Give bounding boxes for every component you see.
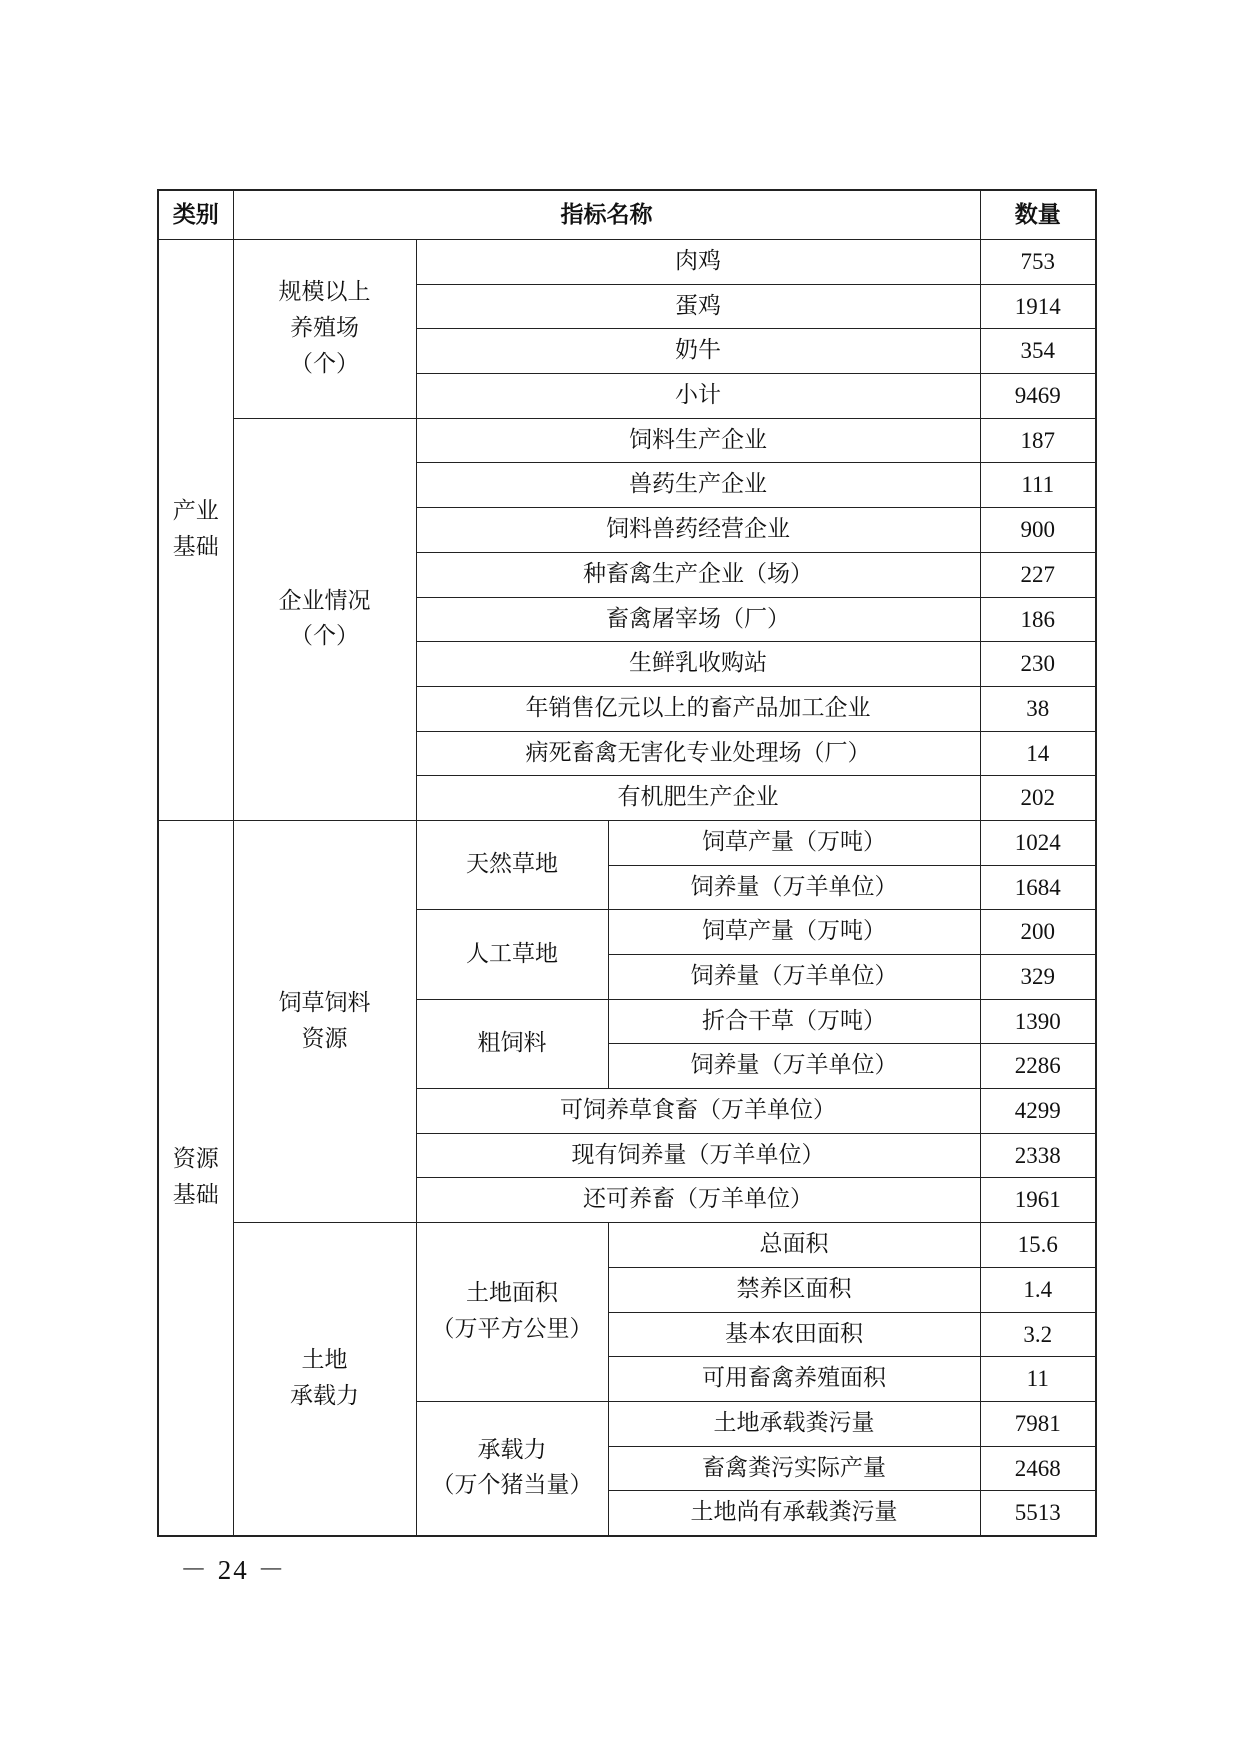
page-number: － 24 － (180, 1555, 287, 1585)
row-value: 187 (980, 418, 1096, 463)
row-value: 5513 (980, 1491, 1096, 1536)
row-value: 1.4 (980, 1267, 1096, 1312)
row-value: 2468 (980, 1446, 1096, 1491)
row-value: 329 (980, 955, 1096, 1000)
category-resources: 资源 基础 (158, 820, 233, 1536)
header-category: 类别 (158, 190, 233, 240)
table-row (158, 1223, 1096, 1268)
header-indicator: 指标名称 (233, 190, 980, 240)
table-row (158, 820, 1096, 865)
subgroup-artificial-grassland: 人工草地 (416, 910, 608, 999)
row-name: 还可养畜（万羊单位） (416, 1178, 980, 1223)
row-name: 畜禽粪污实际产量 (608, 1446, 980, 1491)
row-value: 1024 (980, 820, 1096, 865)
table-row (158, 418, 1096, 463)
row-value: 900 (980, 508, 1096, 553)
row-name: 禁养区面积 (608, 1267, 980, 1312)
row-value: 7981 (980, 1401, 1096, 1446)
header-quantity: 数量 (980, 190, 1096, 240)
row-name: 可饲养草食畜（万羊单位） (416, 1089, 980, 1134)
row-value: 11 (980, 1357, 1096, 1402)
group-enterprises: 企业情况 （个） (233, 418, 416, 820)
row-name: 饲草产量（万吨） (608, 820, 980, 865)
row-name: 土地尚有承载粪污量 (608, 1491, 980, 1536)
row-name: 畜禽屠宰场（厂） (416, 597, 980, 642)
group-forage: 饲草饲料 资源 (233, 820, 416, 1222)
row-value: 1914 (980, 284, 1096, 329)
row-name: 小计 (416, 374, 980, 419)
row-value: 202 (980, 776, 1096, 821)
row-name: 总面积 (608, 1223, 980, 1268)
row-value: 111 (980, 463, 1096, 508)
row-name: 年销售亿元以上的畜产品加工企业 (416, 686, 980, 731)
table-row (158, 240, 1096, 285)
row-name: 饲养量（万羊单位） (608, 865, 980, 910)
row-value: 186 (980, 597, 1096, 642)
subgroup-natural-grassland: 天然草地 (416, 820, 608, 909)
row-name: 有机肥生产企业 (416, 776, 980, 821)
row-name: 可用畜禽养殖面积 (608, 1357, 980, 1402)
row-value: 14 (980, 731, 1096, 776)
row-value: 227 (980, 552, 1096, 597)
row-name: 现有饲养量（万羊单位） (416, 1133, 980, 1178)
group-farms: 规模以上 养殖场 （个） (233, 240, 416, 419)
subgroup-land-area: 土地面积 （万平方公里） (416, 1223, 608, 1402)
row-value: 38 (980, 686, 1096, 731)
row-name: 肉鸡 (416, 240, 980, 285)
row-value: 9469 (980, 374, 1096, 419)
row-name: 饲草产量（万吨） (608, 910, 980, 955)
row-value: 200 (980, 910, 1096, 955)
row-name: 生鲜乳收购站 (416, 642, 980, 687)
row-name: 蛋鸡 (416, 284, 980, 329)
row-name: 病死畜禽无害化专业处理场（厂） (416, 731, 980, 776)
row-value: 753 (980, 240, 1096, 285)
row-value: 2338 (980, 1133, 1096, 1178)
row-value: 3.2 (980, 1312, 1096, 1357)
statistics-table (157, 189, 1097, 1537)
row-name: 饲养量（万羊单位） (608, 955, 980, 1000)
row-name: 折合干草（万吨） (608, 999, 980, 1044)
subgroup-roughage: 粗饲料 (416, 999, 608, 1088)
group-land-capacity: 土地 承载力 (233, 1223, 416, 1536)
row-name: 基本农田面积 (608, 1312, 980, 1357)
row-name: 饲料兽药经营企业 (416, 508, 980, 553)
row-value: 1390 (980, 999, 1096, 1044)
row-value: 230 (980, 642, 1096, 687)
category-industry: 产业 基础 (158, 240, 233, 821)
row-name: 饲养量（万羊单位） (608, 1044, 980, 1089)
row-value: 15.6 (980, 1223, 1096, 1268)
subgroup-capacity: 承载力 （万个猪当量） (416, 1401, 608, 1536)
row-name: 兽药生产企业 (416, 463, 980, 508)
row-value: 1961 (980, 1178, 1096, 1223)
row-name: 饲料生产企业 (416, 418, 980, 463)
header-row (158, 190, 1096, 240)
row-value: 354 (980, 329, 1096, 374)
row-name: 种畜禽生产企业（场） (416, 552, 980, 597)
row-value: 4299 (980, 1089, 1096, 1134)
row-name: 土地承载粪污量 (608, 1401, 980, 1446)
row-name: 奶牛 (416, 329, 980, 374)
row-value: 1684 (980, 865, 1096, 910)
row-value: 2286 (980, 1044, 1096, 1089)
